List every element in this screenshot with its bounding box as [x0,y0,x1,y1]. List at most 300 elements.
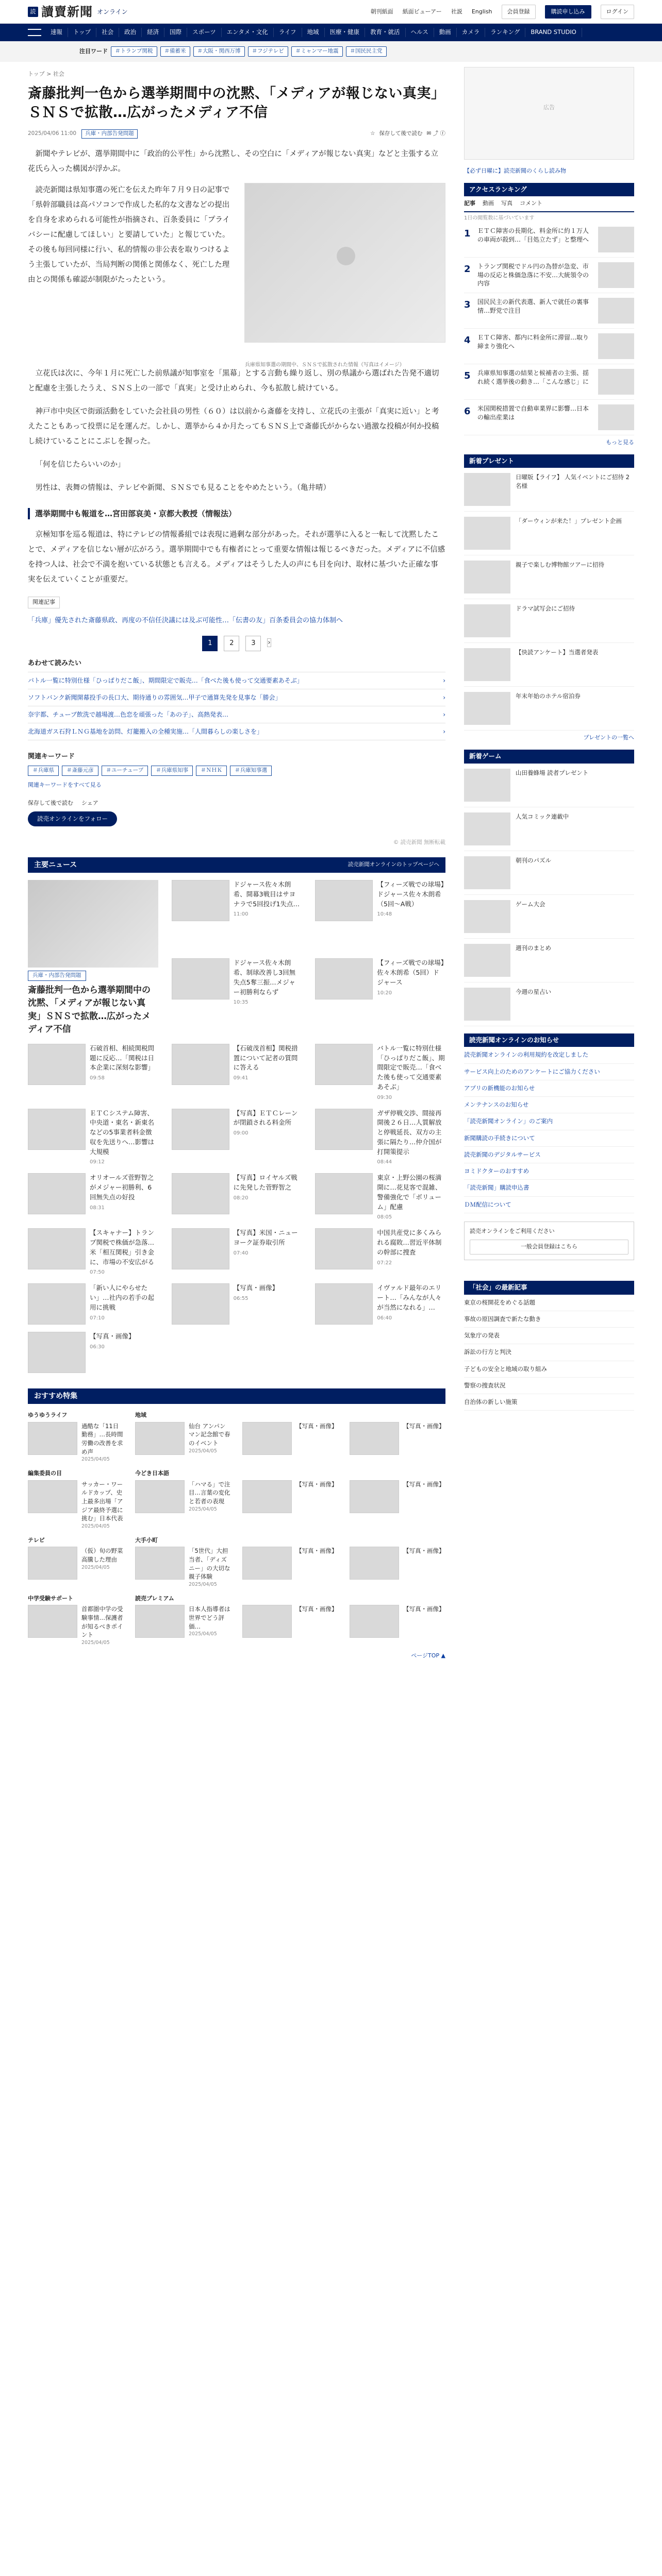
member-box: 読売オンラインをご利用ください 一般会員登録はこちら [464,1222,634,1260]
osusume-title: 仙台 アンパンマン記念館で春のイベント [189,1422,230,1447]
news-card[interactable] [315,1044,445,1101]
tab-video[interactable]: 動画 [483,200,494,207]
games-list [464,764,634,1026]
news-title: ＥＴＣシステム障害、中央道・東名・新東名などの5事業者料金徴収を先送りへ…影響は大規模 [90,1109,155,1156]
news-text [377,1283,445,1325]
game-title: 朝刊のパズル [516,856,551,864]
news-card[interactable] [315,1283,445,1325]
osusume-thumb [350,1422,399,1455]
ranking-title: 米国関税措置で自動車業界に影響…日本の輸出産業は [477,405,589,421]
news-thumb [315,1283,373,1325]
game-item[interactable] [464,939,634,982]
news-title: 【写真】ＥＴＣレーンが閉鎖される料金所 [233,1109,298,1127]
osusume-thumb [135,1605,185,1638]
news-card[interactable] [315,1228,445,1276]
news-card[interactable] [28,1173,158,1221]
news-thumb [172,958,229,999]
keyword-tag[interactable]: ＃斎藤元彦 [62,766,98,776]
main-news-section [28,857,445,1373]
osusume-category-spacer [350,1469,445,1478]
ranking-title: トランプ関税でドル円の為替が急変、市場の反応と株価急落に不安…大統領令の内容 [477,262,589,287]
chevron-right-icon: › [268,639,271,647]
promo-link[interactable]: 【必ず日曜に】読売新聞のくらし読み物 [464,167,566,174]
osusume-text [81,1422,124,1463]
news-text [90,1283,158,1325]
game-title: 人気コミック連載中 [516,812,569,820]
nav-item[interactable]: 地域 [302,28,325,37]
present-thumb [464,692,510,725]
osusume-title: 「ハマる」で注目…言葉の変化と若者の表現 [189,1480,230,1505]
news-text [377,1109,445,1166]
news-text [234,1109,302,1166]
news-card[interactable] [172,1228,302,1276]
osusume-thumb [350,1547,399,1580]
osusume-text [403,1480,445,1513]
notice-item[interactable]: アプリの新機能のお知らせ [464,1080,634,1097]
news-card[interactable] [315,1109,445,1166]
member-register-button[interactable]: 一般会員登録はこちら [470,1240,628,1255]
nav-item[interactable]: 政治 [119,28,142,37]
news-card[interactable] [172,958,302,1036]
login-button[interactable]: ログイン [601,5,634,20]
ranking-number: 2 [464,263,471,275]
ranking-thumb [598,298,634,324]
menu-icon[interactable] [28,29,41,36]
bookmark-icon: ☆ [370,130,375,137]
social-news-item[interactable]: 自治体の新しい施策 [464,1394,634,1411]
news-title: ガザ停戦交渉、間接再開後２６日…人質解放と停戦延長、双方の主張に隔たり…仲介国が打開策提示 [377,1109,442,1156]
page-top-link[interactable]: ページTOP ▲ [411,1652,445,1659]
osusume-text [403,1547,445,1580]
page-3[interactable]: 3 [245,636,261,651]
save-later-button[interactable]: 保存して後で読む [28,799,73,806]
news-card[interactable] [28,1044,158,1101]
news-thumb [172,880,229,921]
osusume-item[interactable] [135,1469,231,1530]
osusume-text [81,1605,124,1646]
osusume-card [28,1422,124,1463]
osusume-title: 【写真・画像】 [403,1480,445,1488]
social-news-item[interactable]: 訴訟の行方と判決 [464,1344,634,1361]
ranking-number: 6 [464,406,471,417]
news-card[interactable] [172,1283,302,1325]
notice-item[interactable]: メンテナンスのお知らせ [464,1097,634,1113]
osusume-category-spacer [350,1411,445,1420]
news-time: 06:40 [377,1315,392,1321]
osusume-header: おすすめ特集 [28,1388,445,1404]
ranking-title: ＥＴＣ障害、都内に料金所に滞留…取り締まり強化へ [477,334,589,350]
osusume-thumb [242,1605,292,1638]
news-thumb [28,1228,86,1269]
nav-item[interactable]: 動画 [434,28,457,37]
next-page-button[interactable] [267,636,271,651]
chevron-right-icon: › [443,710,445,718]
ranking-title: アクセスランキング [464,183,634,197]
osusume-text [403,1422,445,1455]
osusume-item[interactable] [28,1411,124,1463]
trend-tag[interactable]: ＃トランプ関税 [111,46,157,57]
header-link-english[interactable]: English [471,8,492,15]
ranking-thumb [598,333,634,359]
osusume-text [189,1605,231,1638]
news-card[interactable] [28,1283,158,1325]
more-read-list [28,672,445,740]
nav-item[interactable]: カメラ [457,28,486,37]
osusume-grid [28,1411,445,1646]
tab-comment[interactable]: コメント [520,200,542,207]
social-news-item[interactable]: 東京の桜開花をめぐる話題 [464,1295,634,1311]
news-card[interactable] [315,958,445,1036]
osusume-card [242,1422,338,1455]
notice-item[interactable]: 新聞購読の手続きについて [464,1130,634,1147]
news-text [90,1044,158,1101]
osusume-thumb [242,1480,292,1513]
news-card[interactable] [172,1173,302,1221]
present-thumb [464,561,510,594]
game-item[interactable] [464,982,634,1026]
present-title: 日曜版【ライフ】 人気イベントにご招待 2名様 [516,473,630,490]
ranking-thumb [598,404,634,430]
game-item[interactable] [464,851,634,895]
article-paragraph: 「何を信じたらいいのか」 [35,460,125,469]
osusume-item[interactable] [135,1536,231,1588]
nav-item[interactable]: エンタメ・文化 [222,28,274,37]
present-item[interactable] [464,468,634,512]
ranking-item[interactable] [464,329,634,364]
game-item[interactable] [464,895,634,939]
notice-item[interactable]: 読売新聞オンラインの利用規約を改定しました [464,1047,634,1063]
news-title: 【フィーズ戦での球場】佐々木朗希（5回）ドジャース [377,959,444,986]
news-thumb [172,1228,229,1269]
nav-item[interactable]: 経済 [142,28,164,37]
pagination [28,636,445,651]
news-time: 08:05 [377,1214,392,1221]
header-link-viewer[interactable]: 紙面ビューアー [402,8,442,15]
osusume-item[interactable] [242,1595,338,1647]
news-title: ドジャース佐々木朗希、制球改善し3回無失点5奪三振…メジャー初勝利ならず [233,959,296,996]
keyword-tag[interactable]: ＃ユーチューブ [102,766,148,776]
osusume-text [189,1480,231,1513]
osusume-item[interactable] [135,1595,231,1647]
page-title: 斎藤批判一色から選挙期間中の沈黙、「メディアが報じない真実」ＳＮＳで拡散…広がったメディア不信 [28,85,445,121]
news-card[interactable] [315,1173,445,1221]
main-news-link[interactable]: 読売新聞オンラインのトップページへ [347,861,439,868]
osusume-title: （仮）旬の野菜 高騰した理由 [81,1547,123,1563]
news-text [90,1228,158,1276]
nav-item[interactable]: ヘルス [406,28,434,37]
osusume-title: 「5世代」大担当者、「ディズニー」の大切な親子体験 [189,1547,230,1581]
osusume-text [81,1547,124,1580]
news-time: 08:44 [377,1159,392,1165]
article-subheading: 選挙期間中も報道を…宮田部哀美・京都大教授（情報法） [28,508,445,520]
trend-tag[interactable]: ＃国民民主党 [346,46,387,57]
news-card[interactable] [28,1228,158,1276]
osusume-category: 今どき日本語 [135,1470,169,1477]
related-link[interactable]: 「兵庫」優先された斎藤県政、再度の不信任決議には及ぶ可能性…「伝書の友」百条委員会の協力体制へ [28,616,343,624]
news-time: 07:10 [90,1315,105,1321]
news-title: 中国共産党に多くみられる腐敗…習近平体制の幹部に捜査 [377,1229,442,1256]
osusume-title: 【写真・画像】 [296,1605,338,1613]
osusume-text [296,1422,338,1455]
osusume-time: 2025/04/05 [81,1523,110,1530]
related-label: 関連記事 [28,597,60,608]
save-button[interactable]: ☆ 保存して後で読む ✉ ⤴ ⓕ [370,130,445,138]
present-item[interactable] [464,512,634,555]
game-item[interactable] [464,807,634,851]
lead-image [28,880,158,968]
social-news-list [464,1295,634,1411]
nav-item[interactable]: 速報 [45,28,68,37]
present-title: 親子で楽しむ博物館ツアーに招待 [516,561,605,569]
osusume-title: 過酷な「11日勤務」…長時間労働の改善を求め声 [81,1422,123,1455]
news-card[interactable] [172,880,302,951]
osusume-item[interactable] [350,1536,445,1588]
osusume-card [242,1480,338,1513]
ad-slot[interactable]: 広告 [464,67,634,160]
ranking-item[interactable] [464,364,634,400]
ranking-note: 1日の閲覧数に基づいています [464,215,535,221]
news-time: 09:00 [233,1130,249,1136]
news-time: 08:20 [233,1195,249,1201]
news-title: 【写真・画像】 [90,1332,135,1341]
osusume-thumb [135,1422,185,1455]
news-thumb [315,1173,373,1214]
news-title: 東京・上野公園の桜満開に…花見客で混雑、警備強化で「ボリューム」配慮 [377,1174,442,1211]
osusume-time: 2025/04/05 [189,1506,217,1512]
osusume-item[interactable] [350,1595,445,1647]
keyword-tag[interactable]: ＃ＮＨＫ [196,766,227,776]
osusume-item[interactable] [242,1469,338,1530]
news-thumb [28,1109,86,1150]
osusume-item[interactable] [28,1595,124,1647]
osusume-title: 【写真・画像】 [403,1547,445,1555]
notice-item[interactable]: サービス向上のためのアンケートにご協力ください [464,1064,634,1080]
present-more[interactable]: プレゼントの一覧へ [583,734,634,741]
news-card[interactable] [315,880,445,951]
ranking-item[interactable] [464,400,634,435]
present-title: ドラマ試写会にご招待 [516,605,575,613]
news-time: 09:12 [90,1159,105,1165]
list-item[interactable]: ソフトバンク新聞開幕投手の長口大、期待通りの雰囲気…甲子で通算先発を見事な「勝会」 › [28,689,445,706]
article-paragraph: 男性は、表舞の情報は、テレビや新聞、ＳＮＳでも見ることをやめたという。（亀井晴） [35,483,330,492]
osusume-section [28,1388,445,1660]
notice-item[interactable]: 「読売新聞オンライン」のご案内 [464,1113,634,1130]
trend-tag[interactable]: ＃備蓄米 [160,46,190,57]
game-thumb [464,900,510,933]
share-button[interactable]: シェア [81,799,98,806]
present-item[interactable] [464,599,634,643]
news-time: 08:31 [90,1205,105,1211]
ranking-item[interactable] [464,258,634,293]
news-text [377,958,445,1036]
nav-item[interactable]: BRAND STUDIO [525,28,582,37]
osusume-text [296,1605,338,1638]
page-1[interactable]: 1 [202,636,218,651]
news-time: 10:35 [233,999,249,1006]
social-news-item[interactable]: 警察の捜査状況 [464,1378,634,1394]
keyword-tag[interactable]: ＃兵庫知事選 [230,766,272,776]
header-link-kami[interactable]: 朝刊紙面 [370,8,393,15]
osusume-item[interactable] [135,1411,231,1463]
nav-item[interactable]: 医療・健康 [325,28,366,37]
osusume-card [28,1605,124,1646]
site-logo[interactable] [28,3,152,21]
keyword-tag[interactable]: ＃兵庫県 [28,766,59,776]
article-paragraph: 京極知事を巡る報道は、特にテレビの情報番組では表現に過剰な部分があった。それが選挙に入ると一転して沈黙したことで、メディアを信じない層が広がろう。選挙期間中でも有権者にとって重要な情報は報じるべきだった。メディアに不信感を持つ人は、社会で不満を抱いている状態とも言える。メディアはそうした人の声にも目を向け、取材に基づいた正確な事実を伝えていくことが重要だ。 [28,531,445,584]
news-card[interactable] [28,1109,158,1166]
news-title: 【写真】米国・ニューヨーク証券取引所 [233,1229,298,1246]
news-card[interactable] [172,1044,302,1101]
news-thumb [172,1283,229,1325]
osusume-time: 2025/04/05 [189,1631,217,1637]
header-link-editorial[interactable]: 社説 [451,8,462,15]
osusume-card [135,1605,231,1638]
news-text [90,1332,158,1373]
nav-item[interactable]: ランキング [485,28,525,37]
photo-caption: 兵庫県知事選の期間中、ＳＮＳで拡散された情報（写真はイメージ） [245,362,405,368]
news-time: 10:20 [377,990,392,996]
ranking-number: 5 [464,370,471,382]
news-text [234,1228,302,1276]
news-thumb [28,1332,86,1373]
osusume-time: 2025/04/05 [81,1564,110,1570]
game-item[interactable] [464,764,634,807]
main-news-grid [28,880,445,1373]
news-thumb [315,958,373,999]
news-time: 07:50 [90,1269,105,1276]
game-thumb [464,769,510,802]
keywords-all-link[interactable]: 関連キーワードをすべて見る [28,782,102,788]
ranking-item[interactable] [464,222,634,258]
game-title: 週刊のまとめ [516,944,551,952]
tab-photo[interactable]: 写真 [501,200,512,207]
osusume-thumb [242,1547,292,1580]
list-item[interactable]: バトル一覧に特別仕様「ひっぱりだこ飯」、期間限定で販売…「食べた後も使って交通要素あそぶ」 › [28,672,445,689]
osusume-title: 【写真・画像】 [296,1422,338,1430]
ranking-more[interactable]: もっと見る [606,439,634,446]
article-tag[interactable]: 兵庫・内部告発問題 [81,129,138,139]
nav-item[interactable]: 社会 [96,28,119,37]
article-photo[interactable] [244,183,445,368]
present-item[interactable] [464,643,634,687]
news-thumb [28,1283,86,1325]
osusume-item[interactable] [350,1469,445,1530]
news-thumb [172,1109,229,1150]
osusume-card [28,1547,124,1580]
news-time: 09:58 [90,1075,105,1081]
tab-article[interactable]: 記事 [464,200,475,207]
notice-item[interactable]: ＤＭ配信について [464,1197,634,1213]
osusume-item[interactable] [242,1411,338,1463]
osusume-category: 地域 [135,1412,146,1419]
register-button[interactable]: 会員登録 [502,5,536,20]
game-title: 山田養蜂場 読者プレゼント [516,769,589,776]
osusume-category-spacer [350,1536,445,1545]
nav-item[interactable]: ライフ [274,28,302,37]
social-news-item[interactable]: 気象庁の発表 [464,1328,634,1344]
sidebar [464,67,634,1670]
chevron-right-icon: › [443,727,445,735]
nav-item[interactable]: スポーツ [187,28,222,37]
present-title: 「ダーウィンが来た！」プレゼント企画 [516,517,622,525]
nav-item[interactable]: 教育・就活 [365,28,406,37]
news-thumb [315,1044,373,1085]
main-news-lead[interactable] [28,880,158,1037]
present-thumb [464,604,510,637]
news-text [90,1173,158,1221]
lead-tag[interactable]: 兵庫・内部告発問題 [28,971,86,981]
present-thumb [464,473,510,506]
news-title: 石破首相、相続関税問題に反応…「関税は日本企業に深刻な影響」 [90,1044,155,1072]
osusume-card [242,1547,338,1580]
notice-item[interactable]: ヨミドクターのおすすめ [464,1163,634,1180]
osusume-thumb [135,1480,185,1513]
share-icon[interactable]: ✉ ⤴ ⓕ [426,130,445,137]
game-thumb [464,944,510,977]
news-thumb [28,1044,86,1085]
news-card[interactable] [28,1332,158,1373]
notice-item[interactable]: 「読売新聞」購読申込書 [464,1180,634,1196]
main-column [28,67,445,1670]
osusume-item[interactable] [350,1411,445,1463]
osusume-thumb [350,1605,399,1638]
page-2[interactable]: 2 [224,636,239,651]
nav-item[interactable]: トップ [68,28,96,37]
list-item[interactable]: 奈宇都、チューブ飲洗で越場渡…色恋を頑張った「あの子」、高熱発表… › [28,706,445,723]
trend-label: 注目ワード [79,47,108,55]
chevron-right-icon: › [443,676,445,684]
news-text [234,880,302,951]
keyword-tag[interactable]: ＃兵庫県知事 [151,766,193,776]
news-time: 09:30 [377,1094,392,1100]
follow-button[interactable]: 読売オンラインをフォロー [28,811,117,826]
ranking-title: ＥＴＣ障害の長期化、料金所に約１万人の車両が殺到…「目処立たず」と整理へ [477,227,589,243]
osusume-card [350,1422,445,1455]
osusume-item[interactable] [28,1469,124,1530]
news-time: 06:30 [90,1344,105,1350]
trend-tag[interactable]: ＃ミャンマー地震 [291,46,343,57]
osusume-time: 2025/04/05 [189,1448,217,1454]
ranking-item[interactable] [464,293,634,329]
subscribe-button[interactable]: 購読申し込み [545,5,591,19]
article-paragraph: 読売新聞は県知事選の死亡を伝えた昨年７月９日の記事で「県幹部職員は高パソコンで作成した私的な文書などの提出を自身を求められる可能性が指摘され、百条委員に「プライバシーに配慮してほしい」と要請していた」と報じていた。その後も毎回同様に行い、私的情報の非公表を取りつけるよう主張していたが、当局判断の関係と関係なく、死亡した理由との関係も確認が制限がたったという。 [28,185,230,284]
news-thumb [28,1173,86,1214]
list-item[interactable]: 北海道ガス石狩ＬＮＧ基地を訪問、灯籠搬入の全種実施…「人間暮らしの楽しさを」 › [28,723,445,740]
osusume-title: サッカー・ワールドカップ、史上最多出場「アジア最終予選に挑む」日本代表 [81,1480,123,1522]
osusume-card [135,1422,231,1455]
osusume-item[interactable] [242,1536,338,1588]
trend-tag[interactable]: ＃フジテレビ [248,46,288,57]
news-text [377,1173,445,1221]
news-thumb [315,1228,373,1269]
present-item[interactable] [464,687,634,731]
news-text [234,1283,302,1325]
game-thumb [464,988,510,1021]
nav-item[interactable]: 国際 [164,28,187,37]
article-paragraph: 神戸市中央区で街頭活動をしていた会社員の男性（６０）は以前から斎藤を支持し、立花氏の主張が「真実に近い」と考えたこともあって投票に足を運んだ。しかし、選挙から４か月たってもＳＮＳ上で斎藤氏がからない過激な投稿が何か投稿し続けていることにこぶしを握った。 [28,407,439,446]
news-title: ドジャース佐々木朗希、開幕3戦目はサヨナラで5回投げ1失点… [233,880,300,908]
game-thumb [464,856,510,889]
notice-item[interactable]: 読売新聞のデジタルサービス [464,1147,634,1163]
osusume-item[interactable] [28,1536,124,1588]
news-card[interactable] [172,1109,302,1166]
osusume-title: 日本人指導者は世界でどう評価… [189,1605,230,1630]
breadcrumb[interactable]: トップ > 社会 [28,71,64,77]
trend-tag[interactable]: ＃大阪・関西万博 [193,46,245,57]
social-news-item[interactable]: 事故の原因調査で新たな動き [464,1311,634,1328]
social-news-item[interactable]: 子どもの安全と地域の取り組み [464,1361,634,1378]
present-item[interactable] [464,555,634,599]
